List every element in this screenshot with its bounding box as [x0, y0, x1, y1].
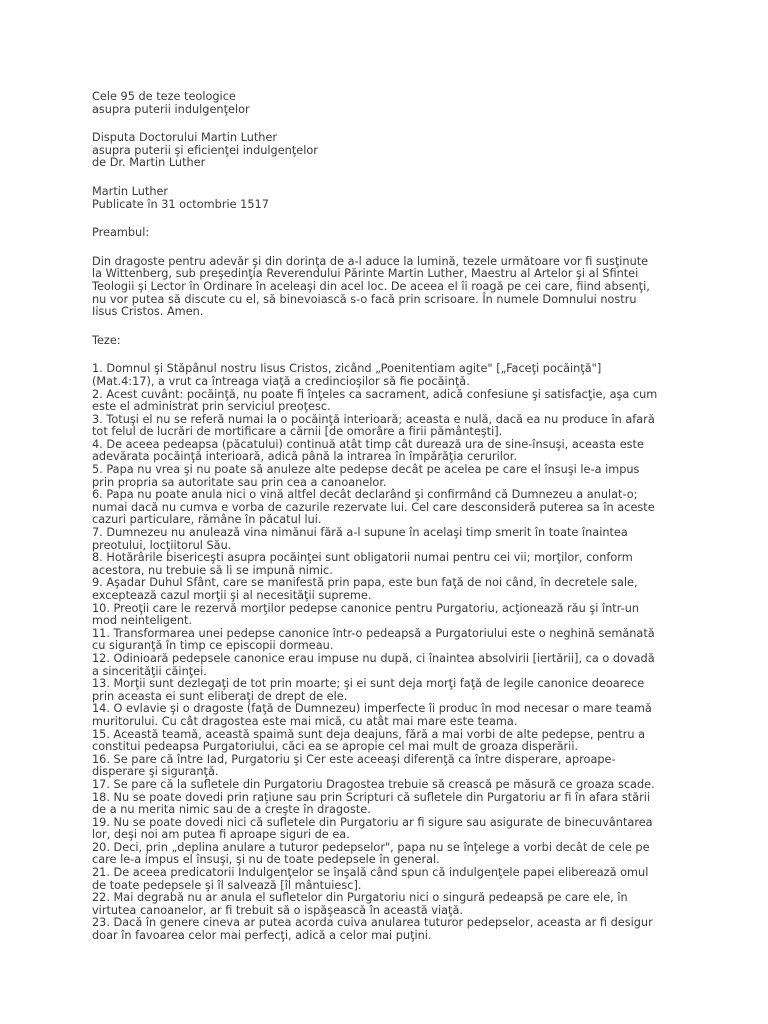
thesis-line: 21. De aceea predicatorii Indulgenţelor se înşală când spun că indulgenţele papei eliberează omul — [92, 866, 649, 880]
document-title — [92, 91, 754, 116]
preamble-line: Iisus Cristos. Amen. — [92, 305, 204, 319]
thesis-line: prin propria sa autoritate sau prin cea a canoanelor. — [92, 475, 387, 489]
thesis-line: 8. Hotărârile bisericeşti asupra pocăinţei sunt obligatorii numai pentru cei vii; morţilor, conform — [92, 551, 633, 565]
title-line: asupra puterii indulgenţelor — [92, 102, 250, 116]
thesis-line: 17. Se pare că la sufletele din Purgatoriu Dragostea trebuie să crească pe măsură ce groaza scade. — [92, 777, 655, 791]
thesis-line: 2. Acest cuvânt: pocăinţă, nu poate fi înţeles ca sacrament, adică confesiune şi satisfacţie, aşa cum — [92, 387, 658, 401]
thesis-item — [92, 842, 754, 867]
thesis-item — [92, 917, 754, 942]
thesis-line: 22. Mai degrabă nu ar anula el sufletelor din Purgatoriu nici o singură pedeapsă pe care ele, în — [92, 891, 628, 905]
thesis-line: numai dacă nu cumva e vorba de cazurile rezervate lui. Cel care desconsideră puterea sa în aceste — [92, 500, 655, 514]
preamble-line: nu vor putea să discute cu el, să binevoiască s-o facă prin scrisoare. În numele Domnului nostru — [92, 292, 637, 306]
thesis-item — [92, 603, 754, 628]
document-body — [92, 91, 754, 943]
thesis-line: acestora, nu trebuie să li se impună nimic. — [92, 563, 333, 577]
thesis-line: 20. Deci, prin „deplina anulare a tuturor pedepselor", papa nu se înţelege a vorbi decât de cele pe — [92, 840, 650, 854]
thesis-line: cu siguranţă în timp ce episcopii dormeau. — [92, 639, 334, 653]
thesis-line: este el administrat prin serviciul preoţesc. — [92, 400, 331, 414]
publication-info — [92, 186, 754, 211]
thesis-line: 9. Aşadar Duhul Sfânt, care se manifestă prin papa, este bun faţă de noi când, în decretele sale, — [92, 576, 638, 590]
author-name: Martin Luther — [92, 184, 169, 198]
theses-heading: Teze: — [92, 333, 121, 347]
thesis-line: 10. Preoţii care le rezervă morţilor pedepse canonice pentru Purgatoriu, acţionează rău şi într-un — [92, 601, 640, 615]
thesis-line: 3. Totuşi el nu se referă numai la o pocăinţă interioară; aceasta e nulă, dacă ea nu produce în afară — [92, 412, 655, 426]
thesis-line: 7. Dumnezeu nu anulează vina nimănui fără a-l supune în acelaşi timp smerit în toate înaintea — [92, 526, 628, 540]
preamble-paragraph — [92, 256, 754, 319]
thesis-item — [92, 867, 754, 892]
thesis-line: de toate pedepsele şi îl salvează [îl mântuiesc]. — [92, 878, 362, 892]
thesis-line: (Mat.4:17), a vrut ca întreaga viaţă a credincioşilor să fie pocăinţă. — [92, 374, 470, 388]
thesis-item — [92, 363, 754, 388]
document-subtitle — [92, 132, 754, 170]
thesis-line: 5. Papa nu vrea şi nu poate să anuleze alte pedepse decât pe acelea pe care el însuşi le-a impus — [92, 463, 640, 477]
thesis-line: 15. Această teamă, această spaimă sunt deja deajuns, fără a mai vorbi de alte pedepse, pentru a — [92, 727, 646, 741]
thesis-line: care le-a impus el însuşi, şi nu de toate pedepsele în general. — [92, 853, 440, 867]
thesis-line: muritorului. Cu cât dragostea este mai mică, cu atât mai mare este teama. — [92, 714, 518, 728]
thesis-line: cazuri particulare, rămâne în păcatul lui. — [92, 513, 322, 527]
publication-date: Publicate în 31 octombrie 1517 — [92, 197, 269, 211]
thesis-line: 14. O evlavie şi o dragoste (faţă de Dumnezeu) imperfecte îi produc în mod necesar o mare teamă — [92, 702, 652, 716]
thesis-line: doar în favoarea celor mai perfecţi, adică a celor mai puţini. — [92, 929, 432, 943]
thesis-line: constitui pedeapsa Purgatoriului, căci ea se apropie cel mai mult de groaza disperării. — [92, 740, 579, 754]
thesis-item — [92, 729, 754, 754]
thesis-item — [92, 439, 754, 464]
thesis-item — [92, 779, 754, 792]
preamble-heading-block — [92, 227, 754, 240]
thesis-item — [92, 489, 754, 527]
subtitle-line: de Dr. Martin Luther — [92, 156, 206, 170]
thesis-line: a sincerităţii căinţei. — [92, 664, 207, 678]
preamble-line: Teologii şi Lector în Ordinare în aceleaşi din acel loc. De aceea el îi roagă pe cei care, fiind absenţi, — [92, 279, 650, 293]
thesis-line: 19. Nu se poate dovedi nici că sufletele din Purgatoriu ar fi sigure sau asigurate de binecuvântarea — [92, 815, 653, 829]
subtitle-line: Disputa Doctorului Martin Luther — [92, 131, 278, 145]
thesis-line: 12. Odinioară pedepsele canonice erau impuse nu după, ci înaintea absolvirii [iertării], ca o dovadă — [92, 651, 655, 665]
thesis-line: exceptează cazul morţii şi al necesităţii supreme. — [92, 589, 372, 602]
thesis-item — [92, 678, 754, 703]
thesis-item — [92, 628, 754, 653]
thesis-item — [92, 653, 754, 678]
thesis-item — [92, 577, 754, 602]
thesis-item — [92, 389, 754, 414]
thesis-line: 18. Nu se poate dovedi prin raţiune sau prin Scripturi că sufletele din Purgatoriu ar fi în afara stării — [92, 790, 651, 804]
thesis-item — [92, 552, 754, 577]
thesis-line: 23. Dacă în genere cineva ar putea acorda cuiva anularea tuturor pedepselor, aceasta ar fi desigur — [92, 916, 653, 930]
thesis-item — [92, 414, 754, 439]
thesis-line: mod neinteligent. — [92, 614, 193, 628]
thesis-item — [92, 792, 754, 817]
thesis-line: 4. De aceea pedeapsa (păcatului) continuă atât timp cât durează ura de sine-însuşi, aceasta este — [92, 437, 644, 451]
thesis-item — [92, 527, 754, 552]
theses-heading-block — [92, 335, 754, 348]
thesis-item — [92, 703, 754, 728]
theses-list — [92, 363, 754, 942]
thesis-line: 13. Morţii sunt dezlegaţi de tot prin moarte; şi ei sunt deja morţi faţă de legile canonice deoarece — [92, 677, 645, 691]
thesis-line: 11. Transformarea unei pedepse canonice într-o pedeapsă a Purgatoriului este o neghină semănată — [92, 626, 655, 640]
thesis-line: disperare şi siguranţă. — [92, 765, 219, 779]
preamble-line: la Wittenberg, sub preşedinţia Reverendului Părinte Martin Luther, Maestru al Artelor şi al Sfintei — [92, 267, 639, 281]
thesis-item — [92, 817, 754, 842]
thesis-line: 6. Papa nu poate anula nici o vină altfel decât declarând şi confirmând că Dumnezeu a anulat-o; — [92, 488, 638, 502]
thesis-line: 16. Se pare că între Iad, Purgatoriu şi Cer este aceeaşi diferenţă ca între disperare, aproape- — [92, 752, 616, 766]
thesis-item — [92, 892, 754, 917]
thesis-item — [92, 464, 754, 489]
subtitle-line: asupra puterii şi eficienţei indulgenţelor — [92, 143, 318, 157]
thesis-line: adevărata pocăinţă interioară, adică până la intrarea în împărăţia cerurilor. — [92, 450, 517, 464]
preamble-line: Din dragoste pentru adevăr şi din dorinţa de a-l aduce la lumină, tezele următoare vor fi susţinute — [92, 254, 649, 268]
thesis-line: virtutea canoanelor, ar fi trebuit să o ispăşească în această viaţă. — [92, 903, 463, 917]
preamble-heading: Preambul: — [92, 226, 150, 240]
thesis-item — [92, 754, 754, 779]
thesis-line: preotului, locţiitorul Său. — [92, 538, 232, 552]
thesis-line: de a nu merita nimic sau de a creşte în dragoste. — [92, 803, 371, 817]
thesis-line: lor, deşi noi am putea fi aproape siguri de ea. — [92, 828, 350, 842]
title-line: Cele 95 de teze teologice — [92, 90, 236, 103]
thesis-line: tot felul de lucrări de mortificare a cărnii [de omorâre a firii pământeşti]. — [92, 425, 503, 439]
thesis-line: 1. Domnul şi Stăpânul nostru Iisus Cristos, zicând „Poenitentiam agite" [„Faceţi pocăinţă"] — [92, 362, 602, 376]
thesis-line: prin aceasta ei sunt eliberaţi de drept de ele. — [92, 689, 348, 703]
